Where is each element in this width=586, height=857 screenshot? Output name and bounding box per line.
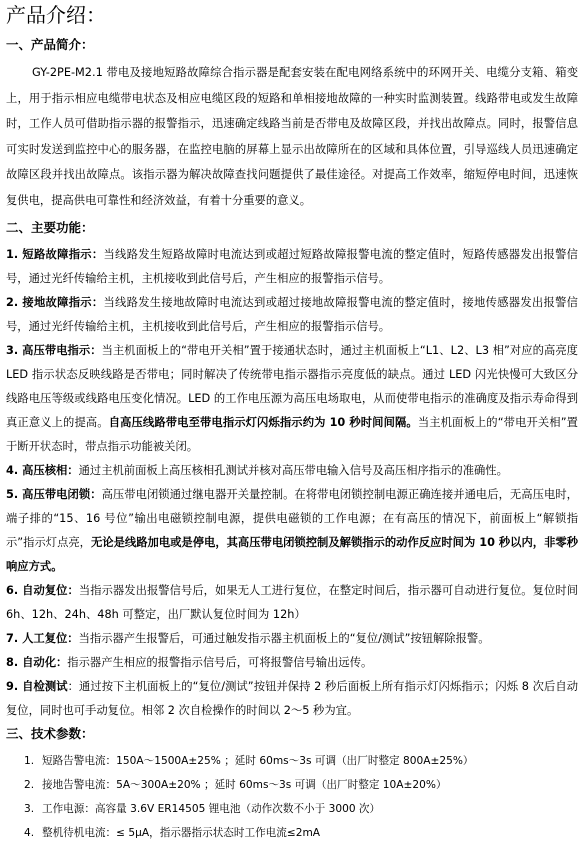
spec-item — [24, 773, 578, 797]
function-text: 通过主机前面板上高压核相孔测试并核对高压带电输入信号及高压相序指示的准确性。 — [78, 464, 508, 477]
function-label: 人工复位： — [22, 632, 79, 645]
function-number: 5. — [6, 488, 23, 501]
spec-list — [6, 749, 578, 845]
function-text: 指示器产生相应的报警指示信号后，可将报警信号输出远传。 — [67, 656, 373, 669]
spec-text: 工作电源：高容量 3.6V ER14505 锂电池（动作次数不小于 3000 次） — [42, 803, 381, 815]
function-item — [6, 627, 578, 651]
section-heading-specs: 三、技术参数： — [6, 726, 94, 741]
function-emphasis: 自高压线路带电至带电指示灯闪烁指示约为 10 秒时间间隔。 — [108, 416, 418, 429]
function-item — [6, 651, 578, 675]
function-text: 高压带电闭锁通过继电器开关量控制。在将带电闭锁控制电源正确连接并通电后，无高压电时，端子排的“15、16 号位”输出电磁锁控制电源，提供电磁锁的工作电源；在有高压的情况下，前面板上“解锁指示”指示灯点亮， — [6, 488, 578, 549]
spec-text: 接地告警电流：5A～300A±20% ；延时 60ms～3s 可调（出厂时整定 10A±20%） — [42, 779, 447, 791]
function-emphasis: 无论是线路加电或是停电，其高压带电闭锁控制及解锁指示的动作反应时间为 10 秒以内，非零秒响应方式。 — [6, 536, 578, 573]
function-tail: 当主机面板上的“带电开关相”置于断开状态时，带点指示功能被关闭。 — [6, 416, 578, 453]
function-text: 当指示器产生报警后，可通过触发指示器主机面板上的“复位/测试”按钮解除报警。 — [78, 632, 490, 645]
function-item — [6, 291, 578, 339]
spec-number: 3. — [24, 803, 35, 815]
function-item — [6, 339, 578, 459]
function-label: 高压核相： — [22, 464, 79, 477]
spec-number: 2. — [24, 779, 35, 791]
function-number: 3. — [6, 344, 23, 357]
function-number: 7. — [6, 632, 23, 645]
function-label: 高压带电闭锁： — [22, 488, 102, 501]
function-label: 自动复位： — [22, 584, 79, 597]
function-label: 短路故障指示： — [22, 248, 104, 261]
function-item — [6, 243, 578, 291]
spec-text: 短路告警电流：150A～1500A±25% ；延时 60ms～3s 可调（出厂时整定 800A±25%） — [42, 755, 474, 767]
function-text: ：通过按下主机面板上的“复位/测试”按钮并保持 2 秒后面板上所有指示灯闪烁指示；闪烁 8 次后自动复位，同时也可手动复位。相邻 2 次自检操作的时间以 2～5 秒为宜。 — [6, 680, 578, 717]
page-title: 产品介绍： — [6, 3, 106, 27]
function-text: 当指示器发出报警信号后，如果无人工进行复位，在整定时间后，指示器可自动进行复位。复位时间 6h、12h、24h、48h 可整定，出厂默认复位时间为 12h） — [6, 584, 578, 621]
function-number: 8. — [6, 656, 23, 669]
intro-paragraph: GY-2PE-M2.1 带电及接地短路故障综合指示器是配套安装在配电网络系统中的环网开关、电缆分支箱、箱变上，用于指示相应电缆带电状态及相应电缆区段的短路和单相接地故障的一种实时监测装置。线路带电或发生故障时，工作人员可借助指示器的报警指示，迅速确定线路当前是否带电及故障区段，并找出故障点。同时，报警信息可实时发送到监控中心的服务器，在监控电脑的屏幕上显示出故障所在的区域和具体位置，引导巡线人员迅速确定故障区段并找出故障点。该指示器为解决故障查找问题提供了最佳途径。对提高工作效率，缩短停电时间，迅速恢复供电，提高供电可靠性和经济效益，有着十分重要的意义。 — [6, 66, 578, 207]
function-number: 4. — [6, 464, 23, 477]
function-label: 自动化： — [22, 656, 68, 669]
spec-item — [24, 797, 578, 821]
function-label: 接地故障指示： — [22, 296, 104, 309]
spec-number: 1. — [24, 755, 35, 767]
function-label: 自检测试 — [22, 680, 68, 693]
function-number: 6. — [6, 584, 23, 597]
spec-text: 整机待机电流：≤ 5μA，指示器指示状态时工作电流≤2mA — [42, 827, 321, 839]
spec-item — [24, 749, 578, 773]
function-text: 当线路发生接地故障时电流达到或超过接地故障报警电流的整定值时，接地传感器发出报警信号，通过光纤传输给主机，主机接收到此信号后，产生相应的报警指示信号。 — [6, 296, 578, 333]
function-number: 1. — [6, 248, 23, 261]
function-number: 9. — [6, 680, 23, 693]
function-list — [6, 243, 578, 723]
function-item — [6, 579, 578, 627]
function-number: 2. — [6, 296, 23, 309]
section-heading-functions: 二、主要功能： — [6, 220, 94, 235]
function-label: 高压带电指示： — [22, 344, 102, 357]
function-text: 当线路发生短路故障时电流达到或超过短路故障报警电流的整定值时，短路传感器发出报警信号，通过光纤传输给主机，主机接收到此信号后，产生相应的报警指示信号。 — [6, 248, 578, 285]
function-item — [6, 675, 578, 723]
function-text: 当主机面板上的“带电开关相”置于接通状态时，通过主机面板上“L1、L2、L3 相”对应的高亮度 LED 指示状态反映线路是否带电；同时解决了传统带电指示器指示亮度低的缺点。通过 LED 闪光快慢可大致区分线路电压等级或线路电压变化情况。LED 的工作电压源为高压电场取电，从而使带电指示的准确度及指示寿命得到真正意义上的提高。 — [6, 344, 578, 429]
spec-item — [24, 821, 578, 845]
section-heading-intro: 一、产品简介： — [6, 37, 94, 52]
function-item — [6, 459, 578, 483]
function-item — [6, 483, 578, 579]
spec-number: 4. — [24, 827, 35, 839]
